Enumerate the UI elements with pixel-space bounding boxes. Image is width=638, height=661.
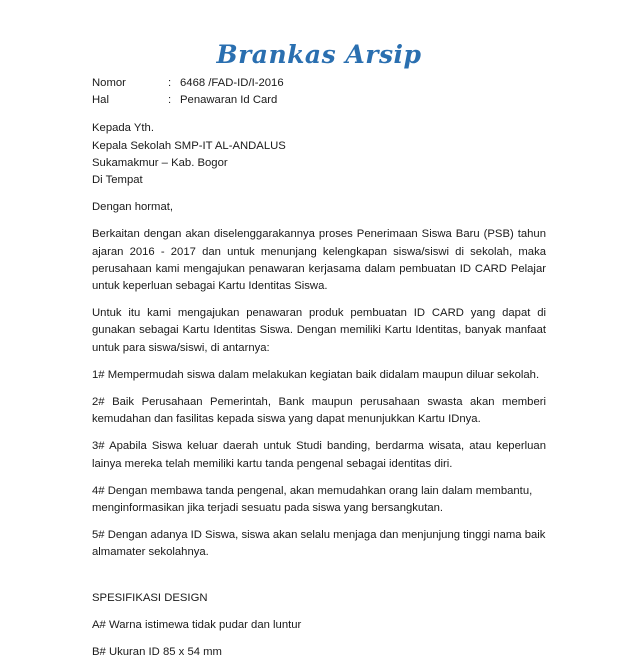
recipient-block <box>92 120 546 189</box>
hal-colon: : <box>168 94 172 107</box>
hal-label: Hal <box>92 94 109 107</box>
benefit-item: 4# Dengan membawa tanda pengenal, akan memudahkan orang lain dalam membantu, menginformasikan jika terjadi sesuatu pada siswa yang bersangkutan. <box>92 484 533 515</box>
benefit-item: 1# Mempermudah siswa dalam melakukan kegiatan baik didalam maupun diluar sekolah. <box>92 368 540 381</box>
nomor-value: 6468 /FAD-ID/I-2016 <box>180 77 284 89</box>
nomor-row <box>92 75 546 92</box>
recipient-line: Di Tempat <box>92 174 143 187</box>
recipient-line: Kepala Sekolah SMP-IT AL-ANDALUS <box>92 139 286 152</box>
benefit-item: 2# Baik Perusahaan Pemerintah, Bank maupun perusahaan swasta akan memberi kemudahan dan fasilitas kepada siswa yang dapat menunjukkan Kartu IDnya. <box>92 396 546 426</box>
spec-item: A# Warna istimewa tidak pudar dan luntur <box>92 618 302 631</box>
paragraph-intro: Berkaitan dengan akan diselenggarakannya proses Penerimaan Siswa Baru (PSB) tahun ajaran 2016 - 2017 dan untuk menunjang kelengkapan siswa/siswi di sekolah, maka perusahaan kami mengajukan penawaran kerjasama dalam pembuatan ID CARD Pelajar untuk keperluan sebagai Kartu Identitas Siswa. <box>92 228 546 293</box>
hal-row <box>92 92 546 109</box>
nomor-label: Nomor <box>92 77 126 89</box>
benefit-item: 3# Apabila Siswa keluar daerah untuk Studi banding, berdarma wisata, atau keperluan lainya mereka telah memiliki kartu tanda pengenal sebagai identitas diri. <box>92 440 546 470</box>
recipient-line: Kepada Yth. <box>92 122 154 135</box>
benefit-item: 5# Dengan adanya ID Siswa, siswa akan selalu menjaga dan menjunjung tinggi nama baik almamater sekolahnya. <box>92 529 546 559</box>
hal-value: Penawaran Id Card <box>180 94 278 107</box>
brand-logo-text: Brankas Arsip <box>216 40 422 69</box>
paragraph-offer: Untuk itu kami mengajukan penawaran produk pembuatan ID CARD yang dapat di gunakan sebagai Kartu Identitas Siswa. Dengan memiliki Kartu Identitas, banyak manfaat untuk para siswa/siswi, di antarnya: <box>92 307 546 354</box>
recipient-line: Sukamakmur – Kab. Bogor <box>92 156 228 169</box>
spec-item: B# Ukuran ID 85 x 54 mm <box>92 646 222 659</box>
greeting: Dengan hormat, <box>92 201 174 214</box>
letter-body <box>92 75 546 661</box>
nomor-colon: : <box>168 77 172 89</box>
spec-title: SPESIFIKASI DESIGN <box>92 591 208 604</box>
